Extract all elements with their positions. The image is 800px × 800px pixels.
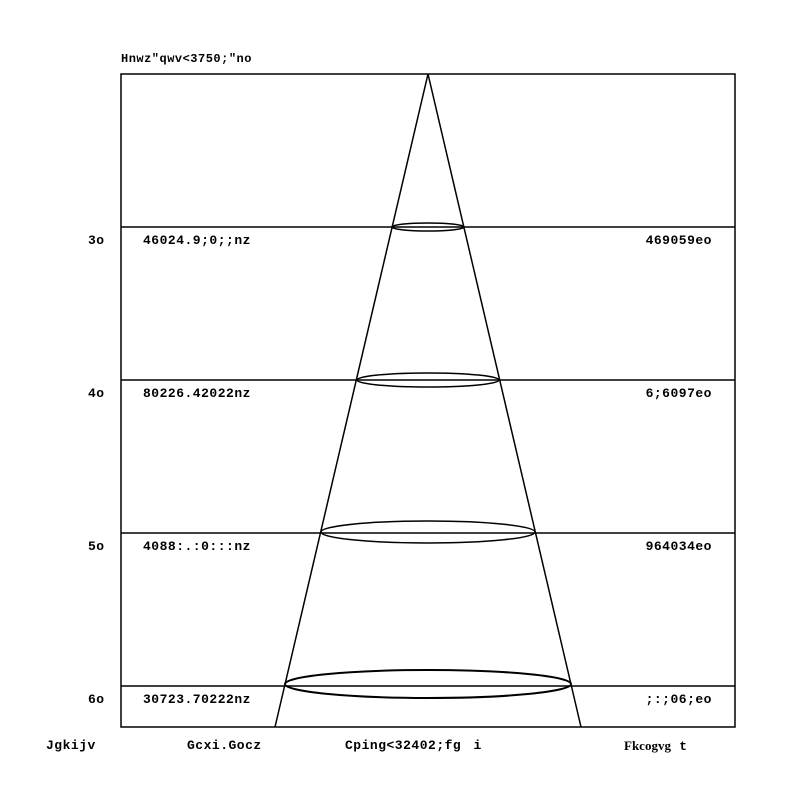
footer-label-3-symbol: i — [473, 738, 482, 753]
cone-left-edge — [275, 74, 428, 727]
depth-label: 6o — [88, 692, 105, 707]
left-value: 30723.70222nz — [143, 692, 251, 707]
diagram-title: Hnwz"qwv<3750;"no — [121, 52, 252, 66]
depth-label: 4o — [88, 386, 105, 401]
right-value: 469059eo — [645, 233, 712, 248]
footer-label-2: Gcxi.Gocz — [187, 738, 262, 753]
cross-section-3 — [321, 521, 535, 543]
depth-label: 3o — [88, 233, 105, 248]
left-value: 4088:.:0:::nz — [143, 539, 251, 554]
footer-label-4-rest: t — [679, 739, 688, 754]
left-value: 46024.9;0;;nz — [143, 233, 251, 248]
footer-label-3 — [345, 738, 482, 753]
footer-label-4 — [624, 738, 688, 754]
footer-label-4-bold: Fkcogvg — [624, 738, 671, 753]
depth-label: 5o — [88, 539, 105, 554]
cross-section-4 — [285, 670, 571, 698]
footer-label-3-text: Cping<32402;fg — [345, 738, 462, 753]
cone-right-edge — [428, 74, 581, 727]
footer-label-1: Jgkijv — [46, 738, 96, 753]
right-value: ;:;06;eo — [645, 692, 712, 707]
right-value: 6;6097eo — [645, 386, 712, 401]
left-value: 80226.42022nz — [143, 386, 251, 401]
right-value: 964034eo — [645, 539, 712, 554]
